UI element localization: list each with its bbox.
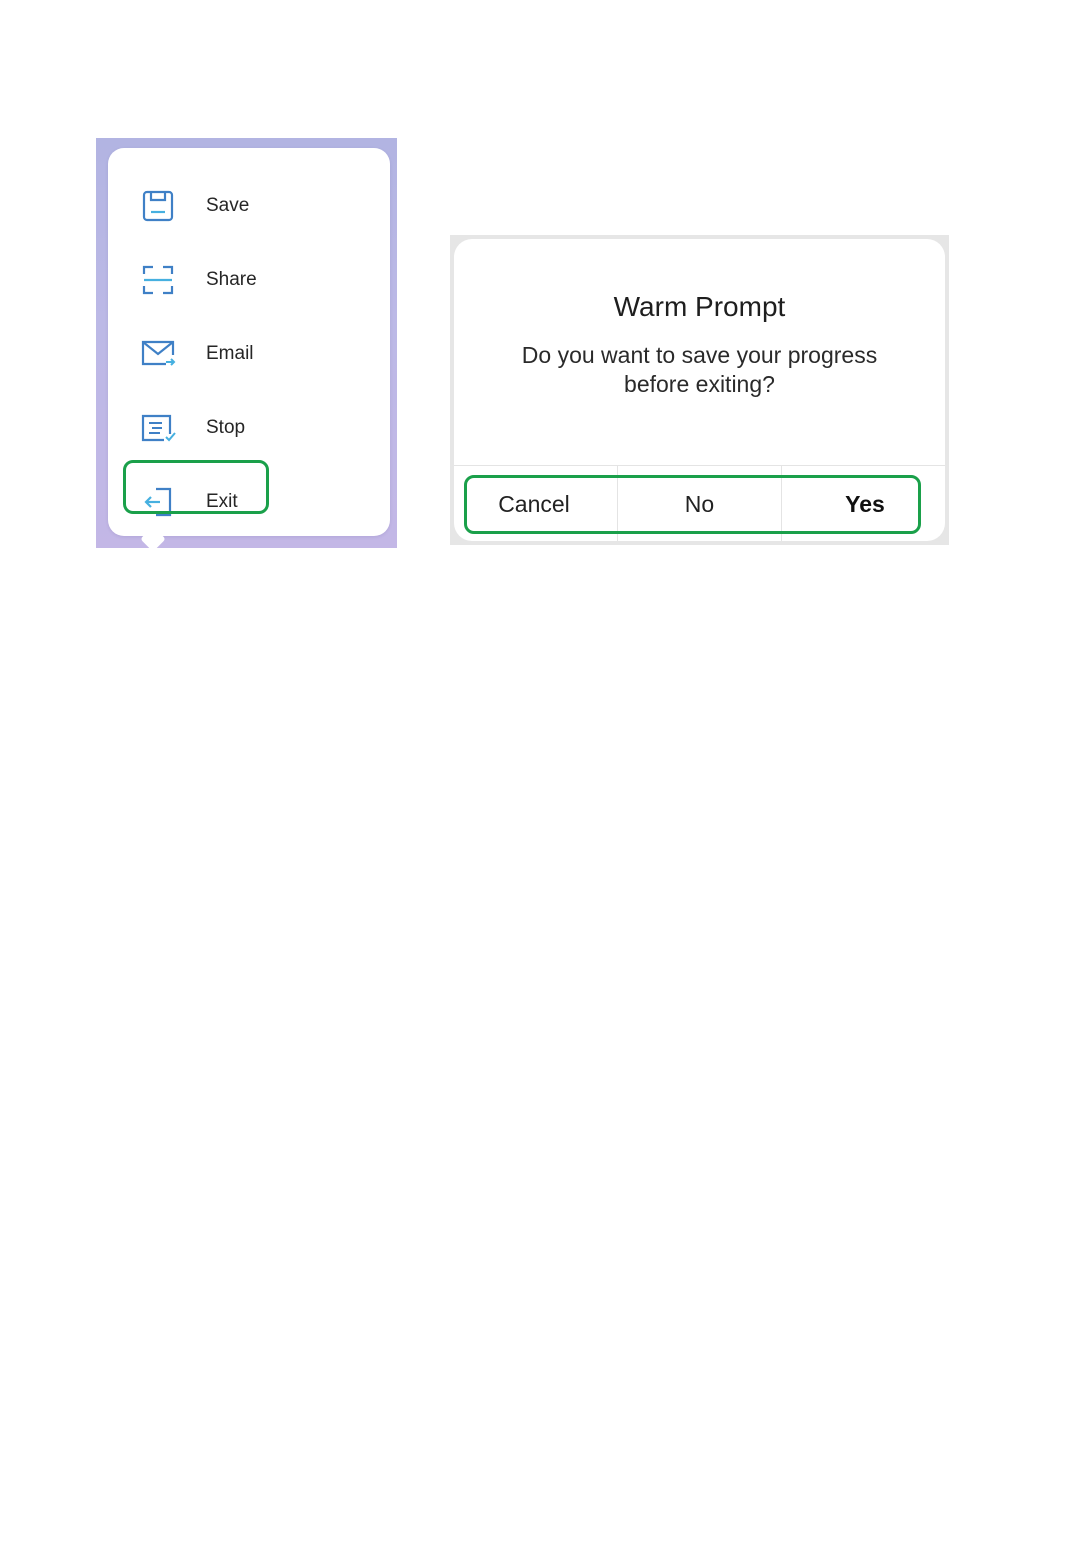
- stop-icon: [140, 412, 176, 444]
- dialog-message: [484, 341, 915, 399]
- file-menu-screenshot: [96, 138, 397, 548]
- yes-button[interactable]: Yes: [845, 491, 885, 517]
- menu-item-label: Share: [206, 269, 257, 290]
- dialog-buttons-highlight-box: [464, 475, 921, 534]
- dialog-message-line-1: Do you want to save your progress: [521, 342, 878, 368]
- email-icon: [140, 338, 176, 370]
- menu-item-save[interactable]: [108, 180, 390, 232]
- menu-item-label: Exit: [206, 491, 238, 512]
- dialog-message-line-2: before exiting?: [624, 371, 775, 397]
- menu-item-stop[interactable]: [108, 402, 390, 454]
- menu-item-label: Save: [206, 195, 250, 216]
- file-menu-popup: [108, 148, 390, 536]
- no-button[interactable]: No: [684, 491, 715, 517]
- menu-item-label: Email: [206, 343, 254, 364]
- menu-item-email[interactable]: [108, 328, 390, 380]
- menu-item-share[interactable]: [108, 254, 390, 306]
- share-icon: [140, 264, 176, 296]
- exit-highlight-box: [123, 460, 269, 514]
- cancel-button[interactable]: Cancel: [498, 491, 570, 517]
- save-icon: [140, 190, 176, 222]
- dialog-divider: [454, 465, 945, 466]
- menu-item-label: Stop: [206, 417, 246, 438]
- dialog-title: Warm Prompt: [613, 291, 786, 322]
